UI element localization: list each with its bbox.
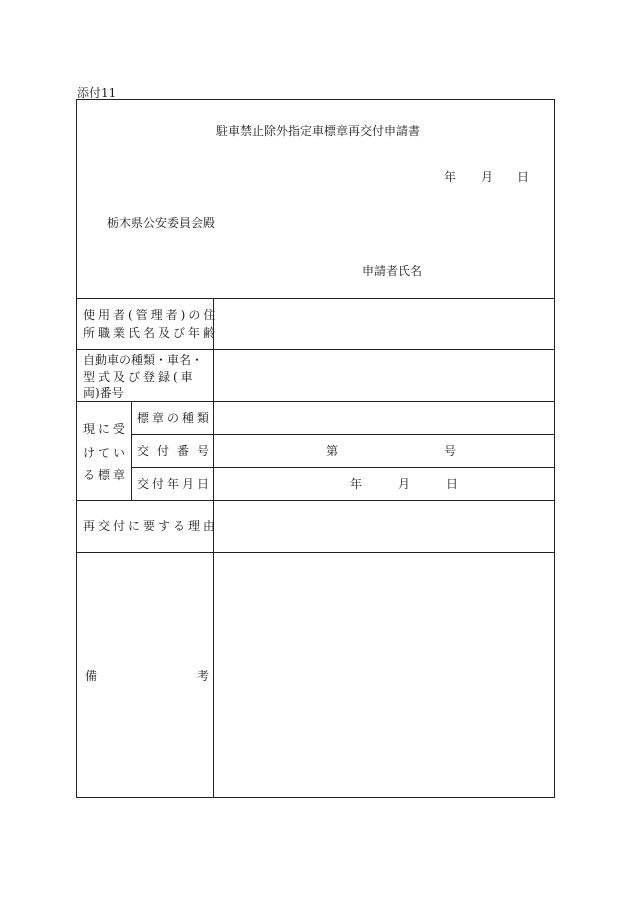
user-info-label-line1: 使用者(管理者)の住 [83,308,219,322]
badge-type-field[interactable] [214,402,554,434]
user-info-label-line2: 所職業氏名及び年齢 [83,326,219,340]
reissue-reason-label: 再交付に要する理由 [83,519,219,533]
vehicle-info-field[interactable] [214,350,554,401]
remarks-label-right: 考 [197,669,210,683]
remarks-field[interactable] [214,553,554,797]
user-info-field[interactable] [214,299,554,349]
reissue-reason-field[interactable] [214,501,554,552]
issue-number-prefix: 第 [326,444,339,458]
divider-issue-number [131,467,554,468]
current-badge-label-line2: けてい [83,446,129,460]
vehicle-info-label-line3: 両)番号 [83,386,124,400]
badge-type-label: 標章の種類 [137,411,213,425]
issue-date-year-label: 年 [350,477,363,491]
issue-number-suffix: 号 [444,444,457,458]
date-year-label: 年 [444,170,457,184]
recipient-label: 栃木県公安委員会殿 [107,216,216,230]
issue-date-month-label: 月 [398,477,411,491]
current-badge-label-line1: 現に受 [83,422,129,436]
current-badge-label-line3: る標章 [83,468,129,482]
issue-date-label: 交付年月日 [137,477,213,491]
form-title: 駐車禁止除外指定車標章再交付申請書 [216,124,421,138]
application-form [76,99,555,798]
issue-number-field[interactable] [339,435,439,467]
issue-date-day-label: 日 [446,477,459,491]
date-month-label: 月 [481,170,494,184]
applicant-name-label: 申請者氏名 [362,264,423,278]
remarks-label-left: 備 [85,669,98,683]
annex-label: 添付11 [77,86,117,100]
divider-badge-group-column [131,401,132,500]
date-day-label: 日 [517,170,530,184]
vehicle-info-label-line1: 自動車の種類・車名・ [83,353,204,367]
issue-number-label: 交付番号 [137,444,218,458]
vehicle-info-label-line2: 型式及び登録(車 [83,370,196,384]
